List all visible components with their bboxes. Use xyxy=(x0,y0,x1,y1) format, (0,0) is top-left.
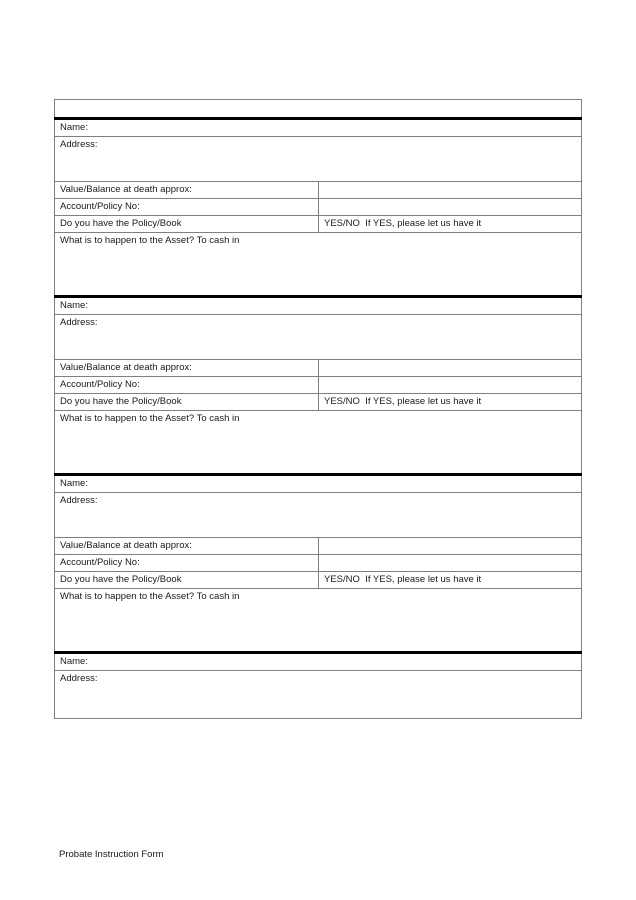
block-1-header-row xyxy=(55,100,582,119)
block-3-policy-answer[interactable]: YES/NO If YES, please let us have it xyxy=(319,572,582,589)
block-3-policy-row xyxy=(55,572,582,589)
probate-asset-table xyxy=(54,99,582,719)
block-1-account-row xyxy=(55,199,582,216)
block-3-address-field[interactable]: Address: xyxy=(55,493,582,538)
block-1-instruction-field[interactable]: What is to happen to the Asset? To cash in xyxy=(55,233,582,297)
block-2-address-field[interactable]: Address: xyxy=(55,315,582,360)
block-1-account-field[interactable] xyxy=(319,199,582,216)
block-1-value-row xyxy=(55,182,582,199)
block-1-instruction-row xyxy=(55,233,582,297)
block-2-account-row xyxy=(55,377,582,394)
block-2-address-row xyxy=(55,315,582,360)
block-3-name-field[interactable]: Name: xyxy=(55,475,582,493)
block-3-account-label: Account/Policy No: xyxy=(55,555,319,572)
block-2-name-row xyxy=(55,297,582,315)
block-1-name-row xyxy=(55,119,582,137)
block-1-address-row xyxy=(55,137,582,182)
block-4-address-field[interactable]: Address: xyxy=(55,671,582,719)
block-1-name-field[interactable]: Name: xyxy=(55,119,582,137)
block-2-policy-answer[interactable]: YES/NO If YES, please let us have it xyxy=(319,394,582,411)
block-1-value-field[interactable] xyxy=(319,182,582,199)
block-1-header-cell[interactable] xyxy=(55,100,582,119)
block-4-name-field[interactable]: Name: xyxy=(55,653,582,671)
block-4-address-row xyxy=(55,671,582,719)
block-2-policy-row xyxy=(55,394,582,411)
block-3-value-field[interactable] xyxy=(319,538,582,555)
block-1-policy-answer[interactable]: YES/NO If YES, please let us have it xyxy=(319,216,582,233)
block-3-account-field[interactable] xyxy=(319,555,582,572)
block-3-value-row xyxy=(55,538,582,555)
block-3-instruction-row xyxy=(55,589,582,653)
block-3-account-row xyxy=(55,555,582,572)
block-3-instruction-field[interactable]: What is to happen to the Asset? To cash in xyxy=(55,589,582,653)
block-2-instruction-row xyxy=(55,411,582,475)
block-1-account-label: Account/Policy No: xyxy=(55,199,319,216)
block-2-account-label: Account/Policy No: xyxy=(55,377,319,394)
block-3-value-label: Value/Balance at death approx: xyxy=(55,538,319,555)
footer-label: Probate Instruction Form xyxy=(59,849,164,860)
block-1-value-label: Value/Balance at death approx: xyxy=(55,182,319,199)
block-3-policy-label: Do you have the Policy/Book xyxy=(55,572,319,589)
block-2-value-label: Value/Balance at death approx: xyxy=(55,360,319,377)
block-1-policy-row xyxy=(55,216,582,233)
block-2-account-field[interactable] xyxy=(319,377,582,394)
block-1-policy-label: Do you have the Policy/Book xyxy=(55,216,319,233)
block-2-instruction-field[interactable]: What is to happen to the Asset? To cash in xyxy=(55,411,582,475)
block-2-policy-label: Do you have the Policy/Book xyxy=(55,394,319,411)
block-2-value-row xyxy=(55,360,582,377)
block-3-name-row xyxy=(55,475,582,493)
block-2-name-field[interactable]: Name: xyxy=(55,297,582,315)
block-3-address-row xyxy=(55,493,582,538)
block-1-address-field[interactable]: Address: xyxy=(55,137,582,182)
block-4-name-row xyxy=(55,653,582,671)
block-2-value-field[interactable] xyxy=(319,360,582,377)
